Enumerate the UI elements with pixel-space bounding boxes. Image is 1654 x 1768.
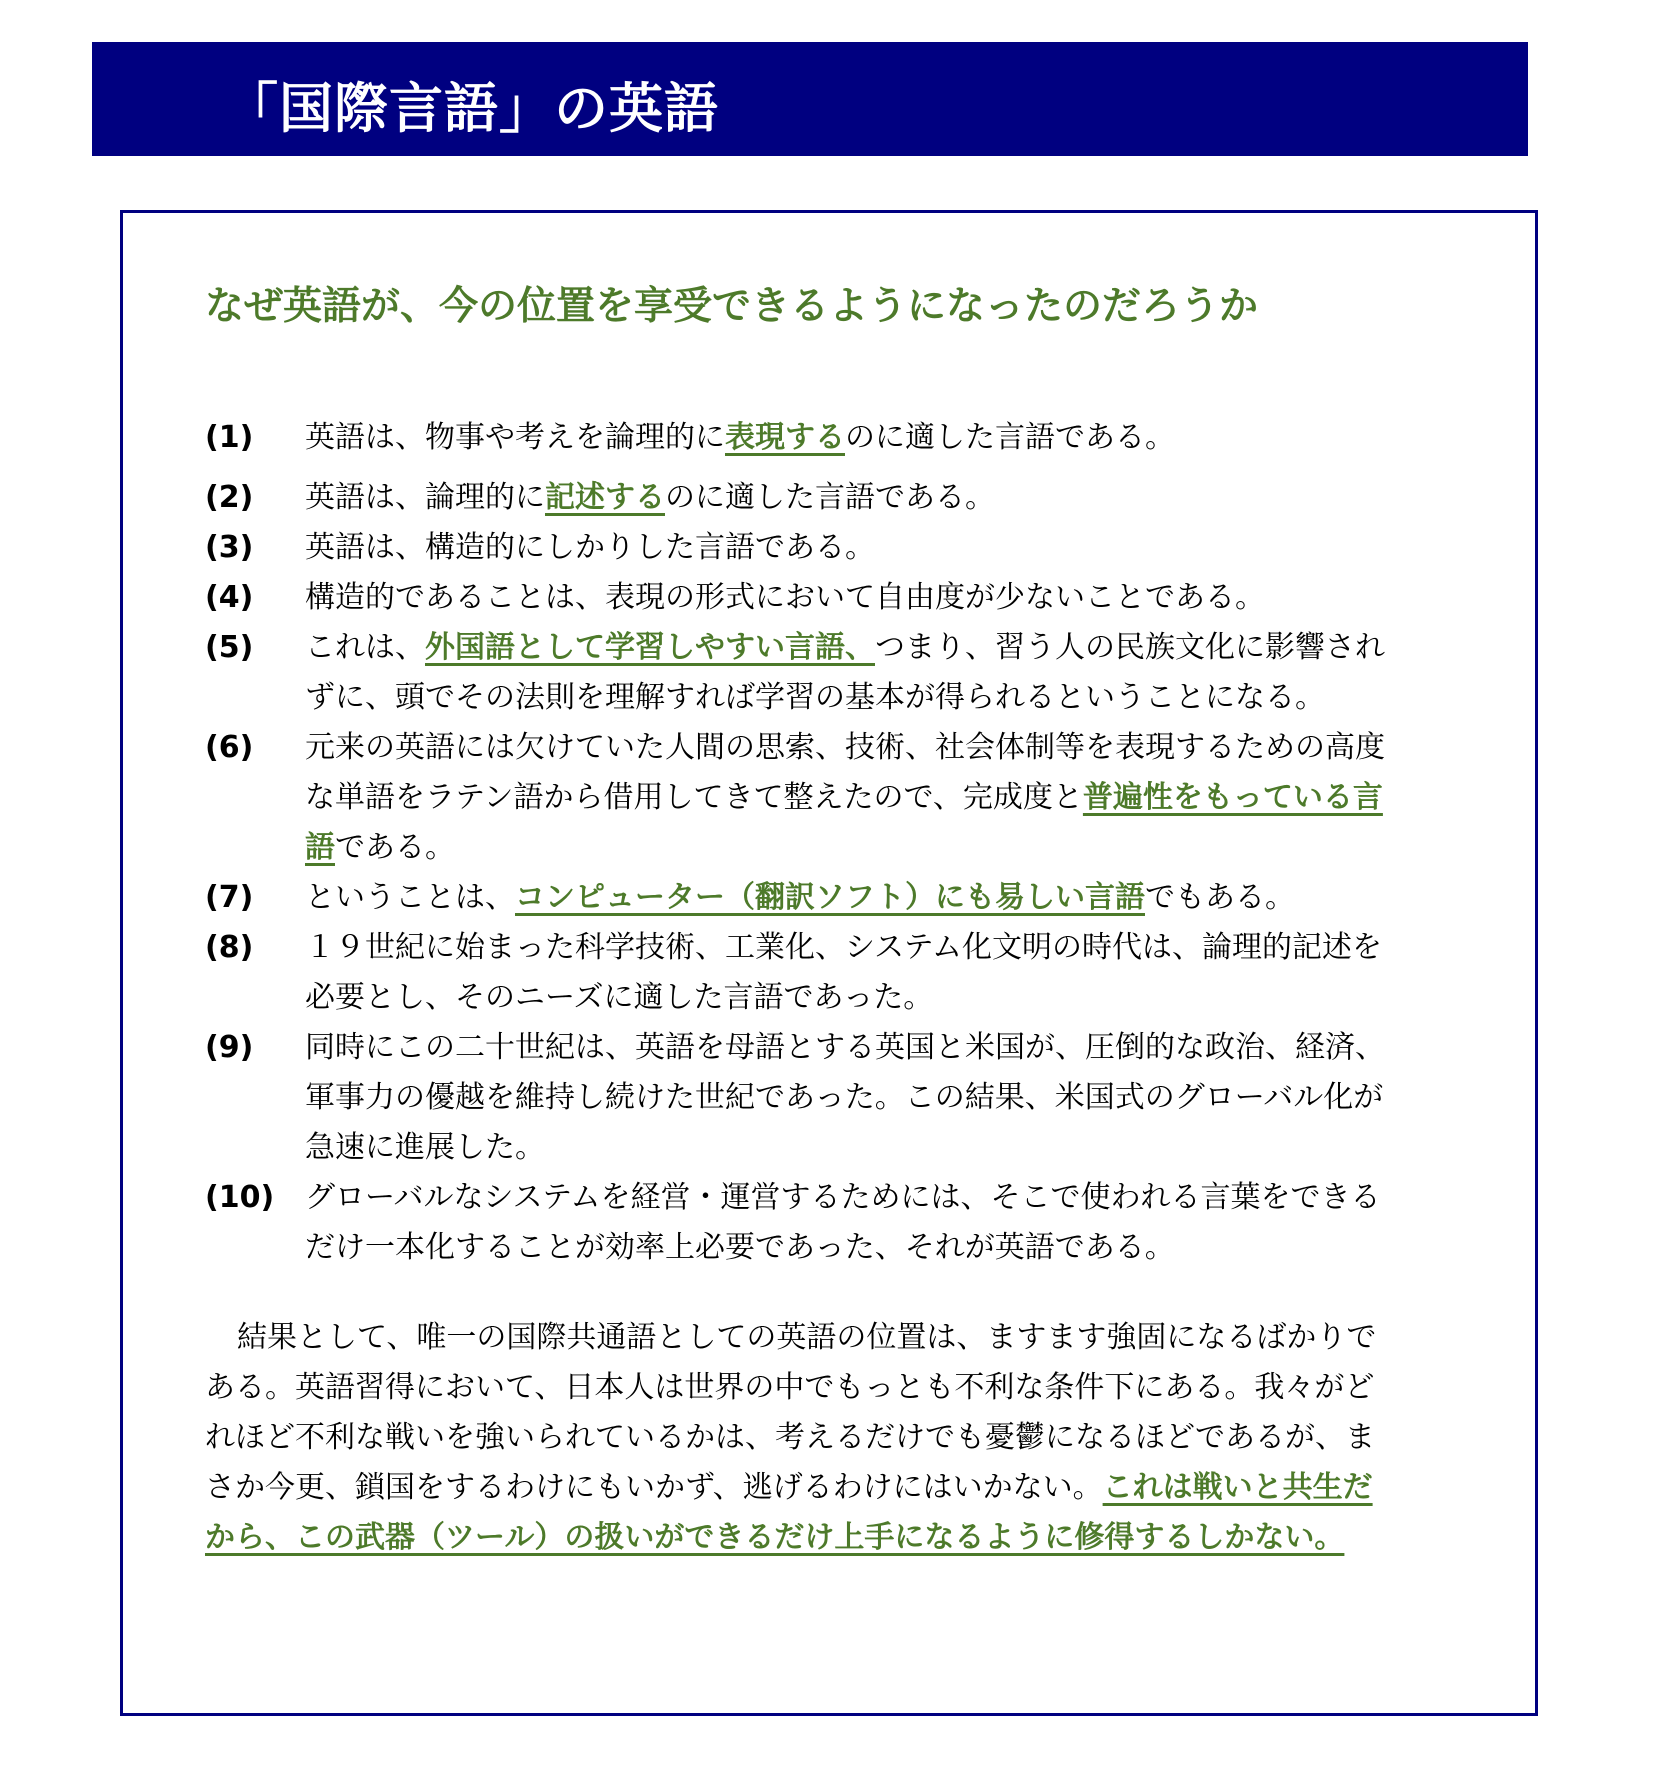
- item-text: 英語は、論理的に: [305, 480, 545, 515]
- item-text-tail: のに適した言語である。: [845, 420, 1175, 455]
- item-text: これは、: [305, 630, 425, 665]
- highlight-text: 表現する: [725, 420, 845, 455]
- item-text: 構造的であることは、表現の形式において自由度が少ないことである。: [305, 580, 1265, 615]
- item-number: (2): [205, 480, 254, 515]
- item-number: (6): [205, 730, 254, 765]
- content-box: [120, 210, 1538, 1716]
- list-item: [205, 413, 1395, 463]
- item-text: ということは、: [305, 880, 515, 915]
- page-title: 「国際言語」の英語: [224, 77, 719, 140]
- item-text: 英語は、物事や考えを論理的に: [305, 420, 725, 455]
- numbered-list: [205, 413, 1395, 1273]
- item-number: (9): [205, 1030, 254, 1065]
- list-item: [205, 923, 1395, 1023]
- highlight-text: コンピューター（翻訳ソフト）にも易しい言語: [515, 880, 1145, 915]
- list-item: [205, 723, 1395, 873]
- item-number: (1): [205, 420, 254, 455]
- highlight-text: 記述する: [545, 480, 665, 515]
- conclusion-paragraph: [205, 1313, 1395, 1563]
- conclusion-highlight: これは戦いと共生だから、この武器（ツール）の扱いができるだけ上手になるように修得するしかない。: [205, 1470, 1373, 1555]
- list-item: [205, 473, 1395, 523]
- item-text: グローバルなシステムを経営・運営するためには、そこで使われる言葉をできるだけ一本化することが効率上必要であった、それが英語である。: [305, 1180, 1381, 1265]
- highlight-text: 外国語として学習しやすい言語、: [425, 630, 875, 665]
- item-text: 元来の英語には欠けていた人間の思索、技術、社会体制等を表現するための高度な単語をラテン語から借用してきて整えたので、完成度と: [305, 730, 1385, 815]
- item-number: (3): [205, 530, 254, 565]
- conclusion-text: 結果として、唯一の国際共通語としての英語の位置は、ますます強固になるばかりである。英語習得において、日本人は世界の中でもっとも不利な条件下にある。我々がどれほど不利な戦いを強いられているかは、考えるだけでも憂鬱になるほどであるが、まさか今更、鎖国をするわけにもいかず、逃げるわけにはいかない。: [205, 1320, 1377, 1505]
- item-text: 同時にこの二十世紀は、英語を母語とする英国と米国が、圧倒的な政治、経済、軍事力の優越を維持し続けた世紀であった。この結果、米国式のグローバル化が急速に進展した。: [305, 1030, 1385, 1165]
- item-number: (5): [205, 630, 254, 665]
- list-item: [205, 623, 1395, 723]
- title-banner: [92, 42, 1528, 156]
- highlight-text: 普遍性をもっている言語: [305, 780, 1383, 865]
- list-item: [205, 1173, 1395, 1273]
- list-item: [205, 1023, 1395, 1173]
- item-text-tail: でもある。: [1145, 880, 1295, 915]
- item-number: (10): [205, 1180, 275, 1215]
- item-text-tail: である。: [335, 830, 455, 865]
- list-item: [205, 523, 1395, 573]
- item-number: (4): [205, 580, 254, 615]
- section-heading: なぜ英語が、今の位置を享受できるようになったのだろうか: [205, 284, 1259, 329]
- list-item: [205, 873, 1395, 923]
- item-text: 英語は、構造的にしかりした言語である。: [305, 530, 875, 565]
- item-text-tail: のに適した言語である。: [665, 480, 995, 515]
- item-text: １９世紀に始まった科学技術、工業化、システム化文明の時代は、論理的記述を必要とし、そのニーズに適した言語であった。: [305, 930, 1382, 1015]
- item-number: (7): [205, 880, 254, 915]
- list-item: [205, 573, 1395, 623]
- item-number: (8): [205, 930, 254, 965]
- item-text-tail: つまり、習う人の民族文化に影響されずに、頭でその法則を理解すれば学習の基本が得られるということになる。: [305, 630, 1385, 715]
